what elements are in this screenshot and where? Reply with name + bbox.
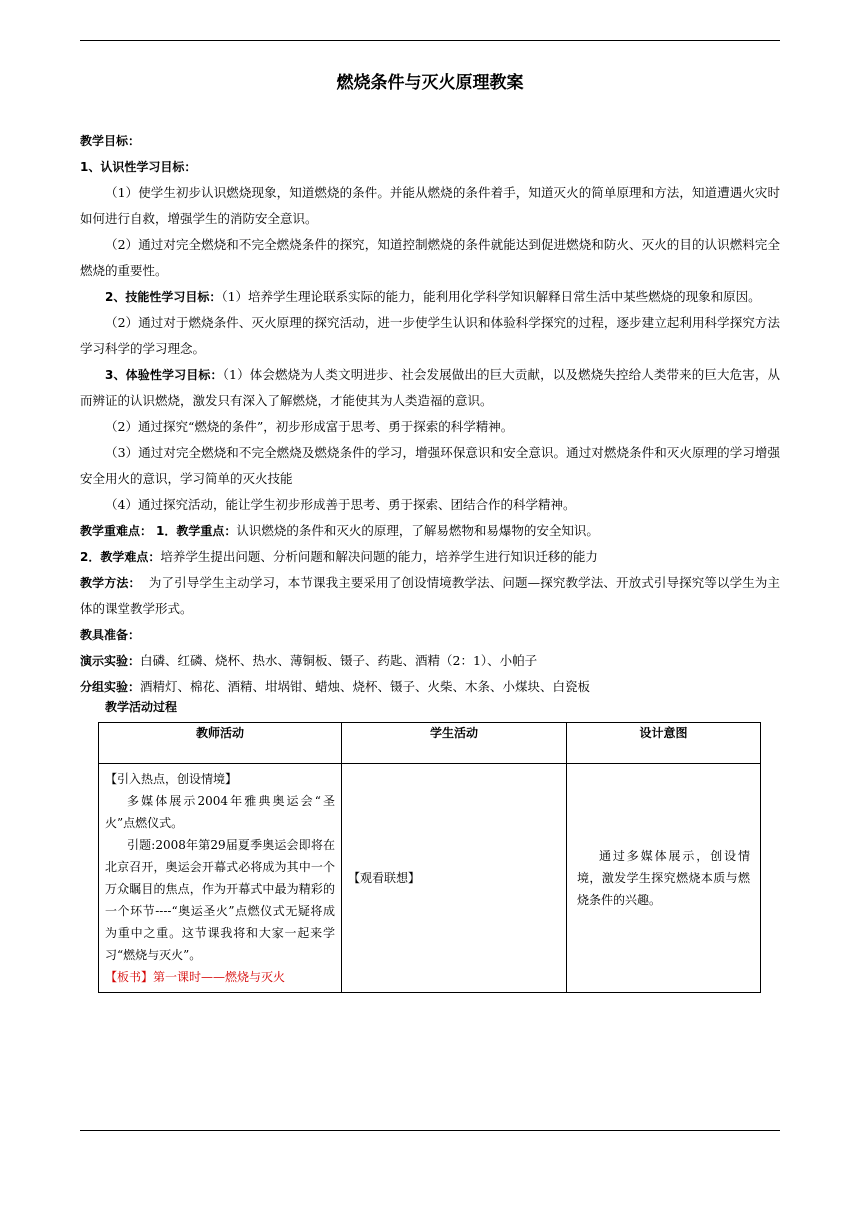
experience-heading: 3、体验性学习目标：: [105, 368, 223, 382]
skill-p2: （2）通过对于燃烧条件、灭火原理的探究活动，进一步使学生认识和体验科学探究的过程，逐步建立起利用科学探究方法学习科学的学习理念。: [80, 315, 780, 356]
process-heading: 教学活动过程: [105, 700, 178, 714]
demo-text: 白磷、红磷、烧杯、热水、薄铜板、镊子、药匙、酒精（2：1）、小帕子: [140, 653, 538, 668]
method-text: 为了引导学生主动学习，本节课我主要采用了创设情境教学法、问题—探究教学法、开放式引导探究等以学生为主体的课堂教学形式。: [80, 575, 780, 616]
design-text: 通过多媒体展示，创设情境，激发学生探究燃烧本质与燃烧条件的兴趣。: [577, 849, 750, 907]
student-activity-cell: 【观看联想】: [342, 764, 567, 993]
key-points-heading: 教学重难点：: [80, 524, 153, 538]
document-body: [80, 128, 780, 700]
experience-p3: （3）通过对完全燃烧和不完全燃烧及燃烧条件的学习，增强环保意识和安全意识。通过对燃烧条件和灭火原理的学习增强安全用火的意识，学习简单的灭火技能: [80, 445, 780, 486]
focus-label: 1．教学重点：: [156, 524, 237, 538]
cognitive-heading: 1、认识性学习目标：: [80, 160, 197, 174]
experience-p4: （4）通过探究活动，能让学生初步形成善于思考、勇于探索、团结合作的科学精神。: [105, 497, 576, 512]
demo-label: 演示实验：: [80, 654, 141, 668]
difficulty-text: 培养学生提出问题、分析问题和解决问题的能力，培养学生进行知识迁移的能力: [160, 549, 598, 564]
table-header-row: [99, 723, 761, 764]
cognitive-p2: （2）通过对完全燃烧和不完全燃烧条件的探究，知道控制燃烧的条件就能达到促进燃烧和防火、灭火的目的认识燃料完全燃烧的重要性。: [80, 237, 780, 278]
footer-rule: [80, 1130, 780, 1131]
teacher-tag: 【引入热点，创设情境】: [105, 772, 238, 786]
header-design: 设计意图: [567, 723, 761, 764]
header-teacher: 教师活动: [99, 723, 342, 764]
experience-p2: （2）通过探究“燃烧的条件”，初步形成富于思考、勇于探索的科学精神。: [105, 419, 514, 434]
header-student: 学生活动: [342, 723, 567, 764]
group-label: 分组实验：: [80, 680, 141, 694]
difficulty-label: 2．教学难点：: [80, 550, 161, 564]
skill-heading: 2、技能性学习目标：: [105, 290, 222, 304]
teacher-line1: 多媒体展示2004年雅典奥运会“圣火”点燃仪式。: [105, 794, 335, 830]
method-label: 教学方法：: [80, 576, 141, 590]
teacher-activity-cell: [99, 764, 342, 993]
board-note: 【板书】第一课时——燃烧与灭火: [105, 970, 286, 984]
group-text: 酒精灯、棉花、酒精、坩埚钳、蜡烛、烧杯、镊子、火柴、木条、小煤块、白瓷板: [140, 679, 591, 694]
document-title: 燃烧条件与灭火原理教案: [336, 73, 524, 93]
table-row: [99, 764, 761, 993]
experience-p1: （1）体会燃烧为人类文明进步、社会发展做出的巨大贡献，以及燃烧失控给人类带来的巨大危害，从而辨证的认识燃烧，激发只有深入了解燃烧，才能使其为人类造福的意识。: [80, 367, 780, 408]
teacher-line2: 引题:2008年第29届夏季奥运会即将在北京召开，奥运会开幕式必将成为其中一个万众瞩目的焦点，作为开幕式中最为精彩的一个环节----“奥运圣火”点燃仪式无疑将成为重中之重。这节课我将和大家一起来学习“燃烧与灭火”。: [105, 838, 335, 962]
focus-text: 认识燃烧的条件和灭火的原理，了解易燃物和易爆物的安全知识。: [236, 523, 599, 538]
activity-table: [98, 722, 761, 993]
materials-heading: 教具准备：: [80, 628, 141, 642]
header-rule: [80, 40, 780, 41]
design-intent-cell: [567, 764, 761, 993]
goals-heading: 教学目标：: [80, 134, 141, 148]
skill-p1: （1）培养学生理论联系实际的能力，能利用化学科学知识解释日常生活中某些燃烧的现象和原因。: [221, 289, 761, 304]
cognitive-p1: （1）使学生初步认识燃烧现象，知道燃烧的条件。并能从燃烧的条件着手，知道灭火的简单原理和方法，知道遭遇火灾时如何进行自救，增强学生的消防安全意识。: [80, 185, 780, 226]
